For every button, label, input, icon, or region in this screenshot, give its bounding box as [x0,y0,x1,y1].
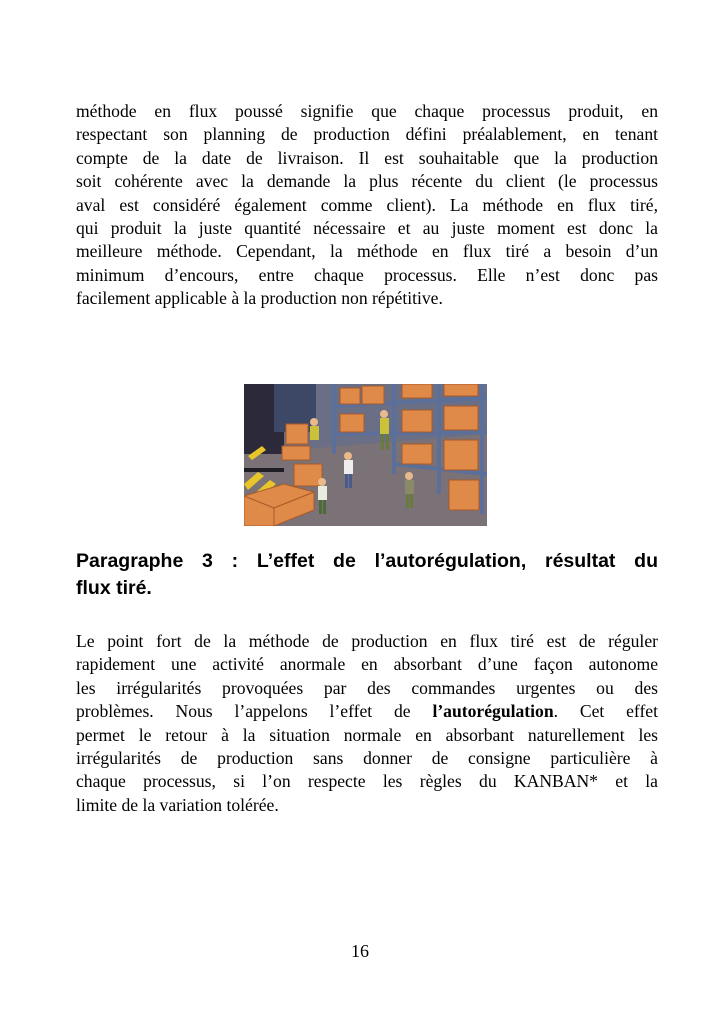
text-line: soit cohérente avec la demande la plus récente du client (le processus [76,171,658,192]
body-paragraph-2 [76,630,658,817]
text-line: limite de la variation tolérée. [76,794,279,815]
body-paragraph-1 [76,100,658,311]
text-fragment: . Cet effet [553,701,658,722]
text-line: chaque processus, si l’on respecte les règles du KANBAN* et la [76,771,658,792]
heading-line: flux tiré. [76,577,152,599]
text-line: minimum d’encours, entre chaque processus. Elle n’est donc pas [76,264,658,285]
text-line: irrégularités de production sans donner de consigne particulière à [76,748,658,769]
text-line: Le point fort de la méthode de production en flux tiré est de réguler [76,631,658,651]
text-fragment: problèmes. Nous l’appelons l’effet de [76,701,433,722]
bold-term: l’autorégulation [432,701,554,722]
text-line: permet le retour à la situation normale en absorbant naturellement les [76,724,658,745]
text-line: méthode en flux poussé signifie que chaque processus produit, en [76,101,658,121]
text-line: compte de la date de livraison. Il est souhaitable que la production [76,147,658,168]
text-line: respectant son planning de production défini préalablement, en tenant [76,124,658,145]
text-line: les irrégularités provoquées par des commandes urgentes ou des [76,677,658,698]
page-number: 16 [351,941,369,961]
text-line: qui produit la juste quantité nécessaire et au juste moment est donc la [76,218,658,239]
warehouse-illustration-icon [244,384,487,526]
text-line [76,700,658,723]
text-line: aval est considéré également comme client). La méthode en flux tiré, [76,194,658,215]
section-heading [76,548,658,602]
heading-line: Paragraphe 3 : L’effet de l’autorégulation, résultat du [76,550,658,572]
text-line: meilleure méthode. Cependant, la méthode en flux tiré a besoin d’un [76,241,658,262]
text-line: facilement applicable à la production non répétitive. [76,288,443,309]
text-line: rapidement une activité anormale en absorbant d’une façon autonome [76,654,658,675]
